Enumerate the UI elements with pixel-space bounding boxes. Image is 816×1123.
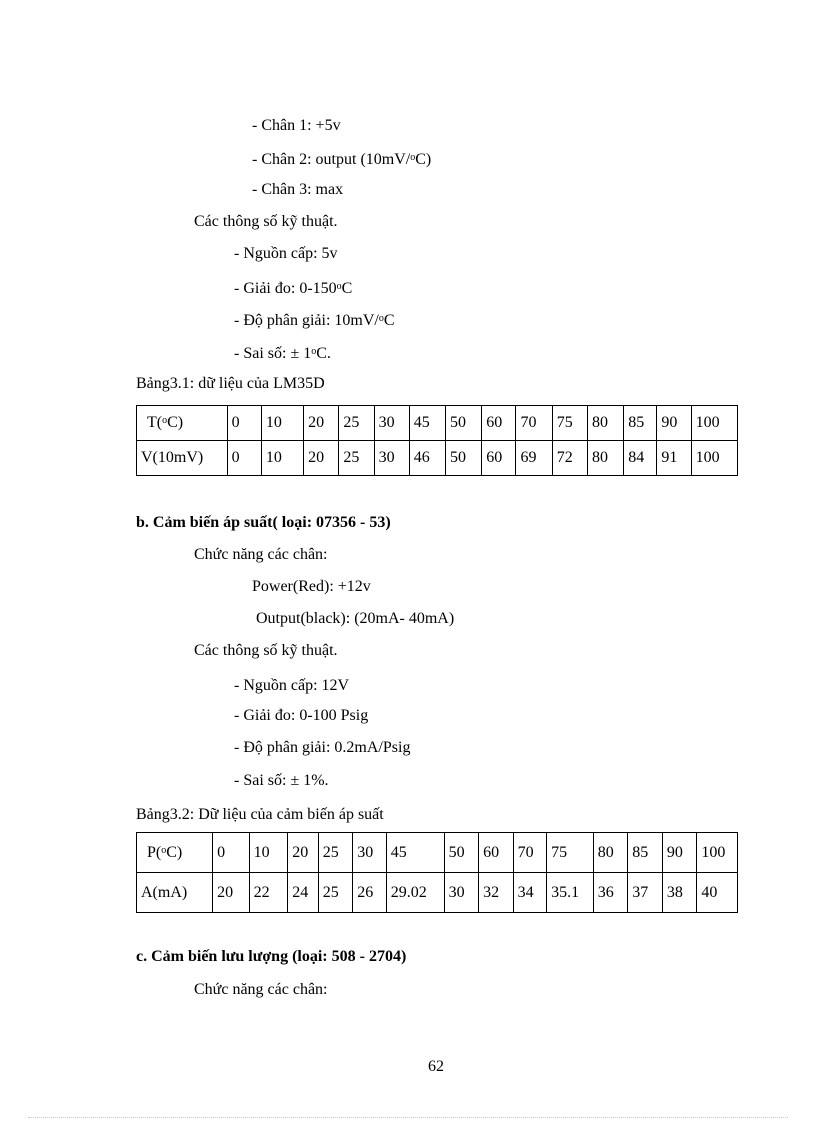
section-b-specs-heading: Các thông số kỹ thuật. bbox=[194, 642, 338, 659]
section-b-spec-error: - Sai số: ± 1%. bbox=[234, 772, 329, 789]
page-number: 62 bbox=[428, 1058, 444, 1075]
table-cell: 60 bbox=[479, 833, 514, 873]
table-cell: 32 bbox=[479, 873, 514, 913]
table-cell: 20 bbox=[304, 406, 339, 441]
section-b-heading: b. Cảm biến áp suất( loại: 07356 - 53) bbox=[136, 514, 391, 531]
table-cell: 45 bbox=[386, 833, 444, 873]
section-b-power: Power(Red): +12v bbox=[252, 578, 371, 595]
table-cell: 25 bbox=[339, 441, 374, 476]
table-cell: 30 bbox=[374, 406, 409, 441]
table-cell: 50 bbox=[446, 406, 482, 441]
table-cell: 60 bbox=[482, 441, 516, 476]
table-cell: 20 bbox=[304, 441, 339, 476]
lm35-spec-range: - Giải đo: 0-150$^o$C bbox=[234, 280, 353, 297]
table-cell: 40 bbox=[697, 873, 738, 913]
table-cell: 80 bbox=[587, 441, 623, 476]
table-cell: 91 bbox=[657, 441, 691, 476]
table-cell: 50 bbox=[444, 833, 479, 873]
section-c-pins-title: Chức năng các chân: bbox=[194, 981, 328, 998]
table-cell: 100 bbox=[697, 833, 738, 873]
section-b-spec-range: - Giải đo: 0-100 Psig bbox=[234, 707, 369, 724]
table-cell: 75 bbox=[552, 406, 587, 441]
table-cell: 10 bbox=[249, 833, 288, 873]
table-row-header: P($^o$C) bbox=[137, 833, 213, 873]
section-b-spec-source: - Nguồn cấp: 12V bbox=[234, 677, 350, 694]
table-row bbox=[137, 406, 738, 441]
table-cell: 80 bbox=[587, 406, 623, 441]
table-cell: 0 bbox=[213, 833, 250, 873]
table-row-header: T($^o$C) bbox=[137, 406, 228, 441]
table-row bbox=[137, 441, 738, 476]
section-b-output: Output(black): (20mA- 40mA) bbox=[256, 610, 455, 627]
table-cell: 25 bbox=[339, 406, 374, 441]
table-row-header: A(mA) bbox=[137, 873, 213, 913]
table-cell: 10 bbox=[261, 441, 303, 476]
table-cell: 25 bbox=[318, 833, 353, 873]
table-cell: 0 bbox=[227, 406, 261, 441]
table-cell: 84 bbox=[624, 441, 657, 476]
section-b-pins-title: Chức năng các chân: bbox=[194, 546, 328, 563]
lm35-pin-2: - Chân 2: output (10mV/$^o$C) bbox=[252, 151, 432, 168]
table-cell: 22 bbox=[249, 873, 288, 913]
table-cell: 90 bbox=[662, 833, 697, 873]
table-row-header: V(10mV) bbox=[137, 441, 228, 476]
pressure-data-table bbox=[136, 832, 738, 913]
table-cell: 80 bbox=[593, 833, 628, 873]
table-row bbox=[137, 873, 738, 913]
table-cell: 70 bbox=[513, 833, 547, 873]
table-cell: 50 bbox=[446, 441, 482, 476]
table-cell: 69 bbox=[516, 441, 552, 476]
table-2-caption: Bảng3.2: Dữ liệu của cảm biến áp suất bbox=[136, 806, 384, 823]
table-cell: 20 bbox=[288, 833, 318, 873]
lm35-spec-resolution: - Độ phân giải: 10mV/$^o$C bbox=[234, 312, 395, 329]
table-cell: 46 bbox=[409, 441, 445, 476]
lm35-spec-source: - Nguồn cấp: 5v bbox=[234, 245, 338, 262]
specs-heading: Các thông số kỹ thuật. bbox=[194, 213, 338, 230]
section-b-spec-resolution: - Độ phân giải: 0.2mA/Psig bbox=[234, 739, 411, 756]
table-cell: 30 bbox=[444, 873, 479, 913]
section-c-heading: c. Cảm biến lưu lượng (loại: 508 - 2704) bbox=[136, 948, 407, 965]
table-cell: 26 bbox=[353, 873, 387, 913]
table-cell: 24 bbox=[288, 873, 318, 913]
table-cell: 36 bbox=[593, 873, 628, 913]
table-cell: 45 bbox=[409, 406, 445, 441]
table-cell: 75 bbox=[547, 833, 594, 873]
table-1-caption: Bảng3.1: dữ liệu của LM35D bbox=[136, 375, 325, 392]
table-cell: 72 bbox=[552, 441, 587, 476]
table-cell: 35.1 bbox=[547, 873, 594, 913]
lm35-pin-3: - Chân 3: max bbox=[252, 181, 344, 198]
table-cell: 90 bbox=[657, 406, 691, 441]
table-cell: 0 bbox=[227, 441, 261, 476]
table-cell: 85 bbox=[624, 406, 657, 441]
table-cell: 25 bbox=[318, 873, 353, 913]
table-cell: 38 bbox=[662, 873, 697, 913]
table-cell: 10 bbox=[261, 406, 303, 441]
table-cell: 34 bbox=[513, 873, 547, 913]
table-row bbox=[137, 833, 738, 873]
lm35-data-table bbox=[136, 405, 738, 476]
table-cell: 100 bbox=[691, 441, 737, 476]
table-cell: 100 bbox=[691, 406, 737, 441]
table-cell: 70 bbox=[516, 406, 552, 441]
page-bottom-divider bbox=[28, 1117, 788, 1118]
table-cell: 85 bbox=[628, 833, 663, 873]
table-cell: 20 bbox=[213, 873, 250, 913]
table-cell: 60 bbox=[482, 406, 516, 441]
lm35-spec-error: - Sai số: ± $1^oC$. bbox=[234, 345, 331, 362]
table-cell: 30 bbox=[353, 833, 387, 873]
table-cell: 37 bbox=[628, 873, 663, 913]
lm35-pin-1: - Chân 1: +5v bbox=[252, 117, 341, 134]
table-cell: 29.02 bbox=[386, 873, 444, 913]
table-cell: 30 bbox=[374, 441, 409, 476]
